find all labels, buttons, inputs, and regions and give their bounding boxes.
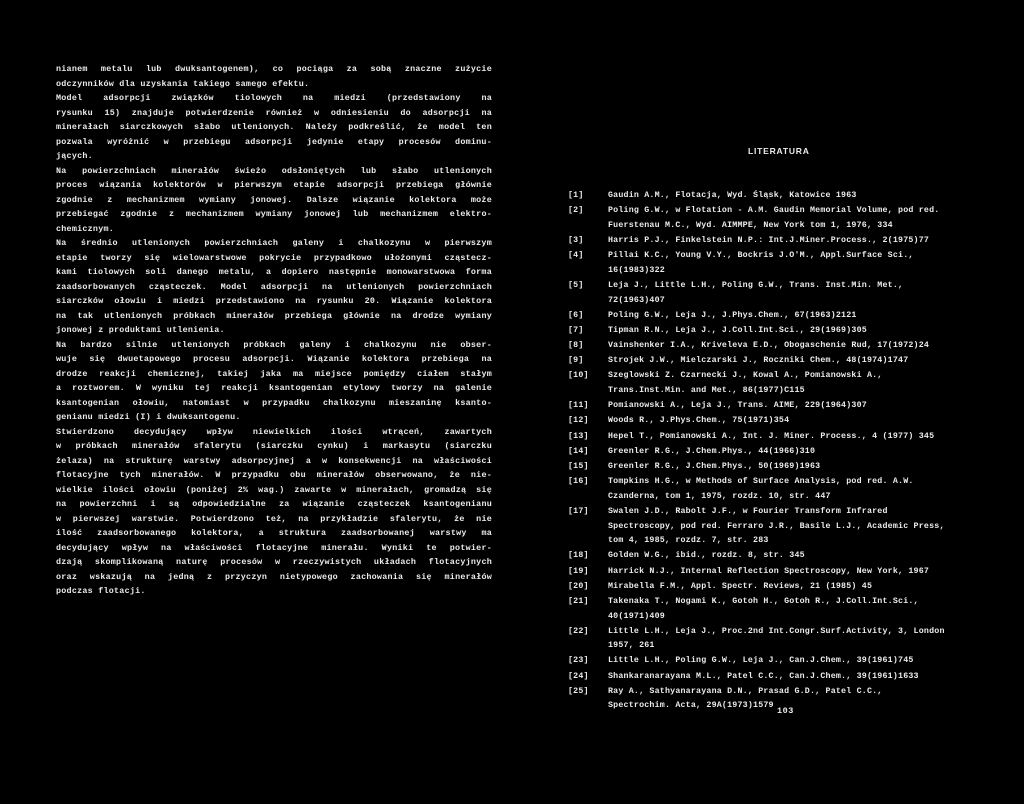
reference-number: [21]: [568, 596, 589, 606]
reference-item: [568, 445, 978, 460]
reference-line: 40(1971)409: [608, 611, 665, 621]
reference-item: [568, 399, 978, 414]
body-line: przebiegać zgodnie z mechanizmem wymiany jonowej lub mechanizmem elektro-: [56, 209, 492, 219]
reference-text: [608, 565, 978, 580]
reference-line: Greenler R.G., J.Chem.Phys., 50(1969)1963: [608, 462, 821, 471]
reference-item: [568, 249, 978, 278]
body-line: Model adsorpcji związków tiolowych na miedzi (przedstawiony na: [56, 93, 492, 103]
reference-line: Swalen J.D., Rabolt J.F., w Fourier Transform Infrared: [608, 506, 888, 516]
reference-text: [608, 339, 978, 354]
reference-text: [608, 580, 978, 595]
reference-item: [568, 309, 978, 324]
reference-line: Woods R., J.Phys.Chem., 75(1971)354: [608, 416, 790, 426]
reference-item: [568, 625, 978, 654]
reference-number: [4]: [568, 251, 584, 261]
body-line: nianem metalu lub dwuksantogenem), co pociąga za sobą znaczne zużycie: [56, 64, 492, 74]
reference-number: [24]: [568, 671, 589, 681]
reference-item: [568, 505, 978, 549]
body-text: [56, 62, 492, 599]
reference-number: [12]: [568, 416, 589, 426]
reference-line: Little L.H., Poling G.W., Leja J., Can.J.Chem., 39(1961)745: [608, 656, 914, 666]
reference-text: [608, 279, 978, 308]
reference-item: [568, 685, 978, 714]
reference-number: [16]: [568, 477, 589, 487]
reference-line: Fuerstenau M.C., Wyd. AIMMPE, New York tom 1, 1976, 334: [608, 220, 893, 230]
reference-item: [568, 189, 978, 204]
reference-item: [568, 565, 978, 580]
reference-text: [608, 369, 978, 398]
reference-item: [568, 549, 978, 564]
body-line: żelaza) na strukturę warstwy adsorpcyjnej a w konsekwencji na właściwości: [56, 455, 492, 466]
reference-line: Vainshenker I.A., Kriveleva E.D., Obogaschenie Rud, 17(1972)24: [608, 341, 930, 351]
body-line: ksantogenian ołowiu, natomiast w przypadku chalkozynu mieszaninę ksanto-: [56, 397, 492, 408]
body-line: rysunku 15) znajduje potwierdzenie również w odniesieniu do adsorpcji na: [56, 107, 492, 118]
reference-line: Shankaranarayana M.L., Patel C.C., Can.J.Chem., 39(1961)1633: [608, 671, 919, 681]
reference-item: [568, 279, 978, 308]
reference-text: [608, 204, 978, 233]
body-line: odczynników dla uzyskania takiego samego efektu.: [56, 78, 310, 89]
body-line: genianu miedzi (I) i dwuksantogenu.: [56, 412, 241, 422]
reference-number: [15]: [568, 462, 589, 471]
reference-number: [9]: [568, 356, 584, 366]
body-line: etapie tworzy się wielowarstwowe pokrycie przypadkowo ułożonymi cząstecz-: [56, 252, 492, 263]
reference-item: [568, 475, 978, 504]
reference-number: [5]: [568, 280, 584, 290]
body-line: pozwala wyróżnić w przebiegu adsorpcji jedynie etapy procesów dominu-: [56, 136, 492, 147]
reference-text: [608, 595, 978, 624]
reference-number: [8]: [568, 341, 584, 351]
reference-text: [608, 670, 978, 685]
reference-number: [23]: [568, 656, 589, 666]
body-line: kami tiolowych soli danego metalu, a dopiero następnie monowarstwowa forma: [56, 267, 492, 277]
reference-number: [17]: [568, 506, 589, 516]
body-line: proces wiązania kolektorów w pierwszym etapie adsorpcji przebiega głównie: [56, 180, 492, 190]
reference-text: [608, 324, 978, 339]
reference-number: [18]: [568, 551, 589, 561]
reference-line: Harris P.J., Finkelstein N.P.: Int.J.Miner.Process., 2(1975)77: [608, 235, 930, 245]
reference-text: [608, 430, 978, 445]
reference-line: Trans.Inst.Min. and Met., 86(1977)C115: [608, 386, 805, 396]
body-line: na tak utlenionych próbkach minerałów przebiega głównie na drodze wymiany: [56, 310, 492, 321]
reference-text: [608, 414, 978, 429]
reference-text: [608, 475, 978, 504]
reference-number: [19]: [568, 566, 589, 576]
reference-item: [568, 460, 978, 475]
right-page: [512, 0, 1024, 804]
reference-text: [608, 460, 978, 475]
body-line: chemicznym.: [56, 223, 115, 234]
reference-line: tom 4, 1985, rozdz. 7, str. 283: [608, 536, 769, 546]
reference-text: [608, 249, 978, 278]
body-line: zgodnie z mechanizmem wymiany jonowej. Dalsze wiązanie kolektora może: [56, 194, 492, 205]
reference-line: Tipman R.N., Leja J., J.Coll.Int.Sci., 29(1969)305: [608, 325, 867, 335]
reference-line: Takenaka T., Nogami K., Gotoh H., Gotoh R., J.Coll.Int.Sci.,: [608, 596, 919, 606]
body-line: flotacyjne tych minerałów. W przypadku obu minerałów obserwowano, że nie-: [56, 470, 492, 480]
body-line: na powierzchni i są odpowiedzialne za wiązanie cząsteczek ksantogenianu: [56, 499, 492, 509]
body-line: ilość zaadsorbowanego kolektora, a struktura zaadsorbowanej warstwy ma: [56, 528, 492, 538]
reference-item: [568, 204, 978, 233]
reference-text: [608, 445, 978, 460]
reference-number: [10]: [568, 371, 589, 381]
reference-number: [20]: [568, 581, 589, 591]
reference-line: Harrick N.J., Internal Reflection Spectroscopy, New York, 1967: [608, 566, 930, 576]
reference-number: [22]: [568, 626, 589, 636]
reference-line: Leja J., Little L.H., Poling G.W., Trans. Inst.Min. Met.,: [608, 280, 904, 290]
page-number: 103: [777, 706, 794, 716]
body-line: Stwierdzono decydujący wpływ niewielkich ilości wtrąceń, zawartych: [56, 426, 492, 437]
body-line: decydujący wpływ na właściwości flotacyjne minerału. Wyniki te potwier-: [56, 542, 492, 553]
body-line: w próbkach minerałów sfalerytu (siarczku cynku) i markasytu (siarczku: [56, 441, 492, 451]
reference-item: [568, 369, 978, 398]
body-line: wuje się dwuetapowego procesu adsorpcji. Wiązanie kolektora przebiega na: [56, 354, 492, 364]
reference-number: [2]: [568, 206, 584, 216]
reference-text: [608, 234, 978, 249]
reference-line: 16(1983)322: [608, 265, 665, 275]
body-line: dzają skomplikowaną naturę procesów w rzeczywistych układach flotacyjnych: [56, 557, 492, 567]
reference-line: Pomianowski A., Leja J., Trans. AIME, 229(1964)307: [608, 401, 867, 411]
reference-text: [608, 354, 978, 369]
reference-item: [568, 354, 978, 369]
reference-line: Spectrochim. Acta, 29A(1973)1579: [608, 701, 774, 711]
body-line: siarczków ołowiu i miedzi przedstawiono na rysunku 20. Wiązanie kolektora: [56, 296, 492, 306]
reference-number: [3]: [568, 235, 584, 245]
reference-item: [568, 595, 978, 624]
reference-line: Greenler R.G., J.Chem.Phys., 44(1966)310: [608, 446, 816, 456]
reference-text: [608, 654, 978, 669]
reference-line: Szeglowski Z. Czarnecki J., Kowal A., Pomianowski A.,: [608, 371, 883, 381]
reference-text: [608, 505, 978, 549]
body-line: Na bardzo silnie utlenionych próbkach galeny i chalkozynu nie obser-: [56, 339, 492, 350]
body-line: w pierwszej warstwie. Potwierdzono też, na przykładzie sfalerytu, że nie: [56, 513, 492, 524]
reference-line: Poling G.W., w Flotation - A.M. Gaudin Memorial Volume, pod red.: [608, 206, 940, 216]
reference-line: Spectroscopy, pod red. Ferraro J.R., Basile L.J., Academic Press,: [608, 521, 945, 531]
reference-number: [7]: [568, 325, 584, 335]
body-line: zaadsorbowanych cząsteczek. Model adsorpcji na utlenionych powierzchniach: [56, 281, 492, 292]
reference-line: Tompkins H.G., w Methods of Surface Analysis, pod red. A.W.: [608, 477, 914, 487]
body-line: wielkie ilości ołowiu (poniżej 2% wag.) zawarte w minerałach, gromadzą się: [56, 484, 492, 495]
body-line: minerałach siarczkowych słabo utlenionych. Należy podkreślić, że model ten: [56, 122, 492, 132]
reference-item: [568, 234, 978, 249]
body-line: jących.: [56, 151, 93, 161]
reference-text: [608, 399, 978, 414]
body-line: Na średnio utlenionych powierzchniach galeny i chalkozynu w pierwszym: [56, 238, 492, 248]
literature-heading: LITERATURA: [748, 146, 810, 156]
reference-line: Ray A., Sathyanarayana D.N., Prasad G.D., Patel C.C.,: [608, 686, 883, 696]
reference-number: [6]: [568, 310, 584, 320]
reference-text: [608, 549, 978, 564]
reference-line: Hepel T., Pomianowski A., Int. J. Miner. Process., 4 (1977) 345: [608, 431, 935, 441]
reference-number: [25]: [568, 686, 589, 696]
body-line: podczas flotacji.: [56, 586, 146, 596]
reference-number: [13]: [568, 431, 589, 441]
reference-item: [568, 339, 978, 354]
body-line: a roztworem. W wyniku tej reakcji ksantogenian etylowy tworzy na galenie: [56, 383, 492, 393]
reference-line: 1957, 261: [608, 641, 655, 651]
reference-text: [608, 189, 978, 204]
reference-line: Little L.H., Leja J., Proc.2nd Int.Congr.Surf.Activity, 3, London: [608, 626, 945, 636]
reference-item: [568, 670, 978, 685]
reference-text: [608, 625, 978, 654]
reference-line: Gaudin A.M., Flotacja, Wyd. Śląsk, Katowice 1963: [608, 191, 857, 200]
reference-line: Golden W.G., ibid., rozdz. 8, str. 345: [608, 551, 805, 561]
reference-number: [11]: [568, 401, 589, 411]
reference-item: [568, 654, 978, 669]
reference-item: [568, 414, 978, 429]
reference-list: [568, 189, 978, 715]
reference-line: Strojek J.W., Mielczarski J., Roczniki Chem., 48(1974)1747: [608, 356, 909, 366]
reference-line: Pillai K.C., Young V.Y., Bockris J.O'M., Appl.Surface Sci.,: [608, 251, 914, 261]
body-line: drodze reakcji chemicznej, takiej jaka ma miejsce pomiędzy ciałem stałym: [56, 368, 492, 379]
body-line: Na powierzchniach minerałów świeżo odsłoniętych lub słabo utlenionych: [56, 165, 492, 176]
body-line: oraz wskazują na jedną z przyczyn nietypowego zachowania się minerałów: [56, 571, 492, 582]
reference-number: [1]: [568, 191, 584, 200]
reference-number: [14]: [568, 446, 589, 456]
reference-text: [608, 309, 978, 324]
reference-line: 72(1963)407: [608, 295, 665, 305]
reference-item: [568, 324, 978, 339]
reference-item: [568, 430, 978, 445]
reference-line: Mirabella F.M., Appl. Spectr. Reviews, 21 (1985) 45: [608, 581, 873, 591]
reference-line: Poling G.W., Leja J., J.Phys.Chem., 67(1963)2121: [608, 310, 857, 320]
body-line: jonowej z produktami utlenienia.: [56, 325, 225, 335]
reference-item: [568, 580, 978, 595]
reference-line: Czanderna, tom 1, 1975, rozdz. 10, str. 447: [608, 491, 831, 501]
